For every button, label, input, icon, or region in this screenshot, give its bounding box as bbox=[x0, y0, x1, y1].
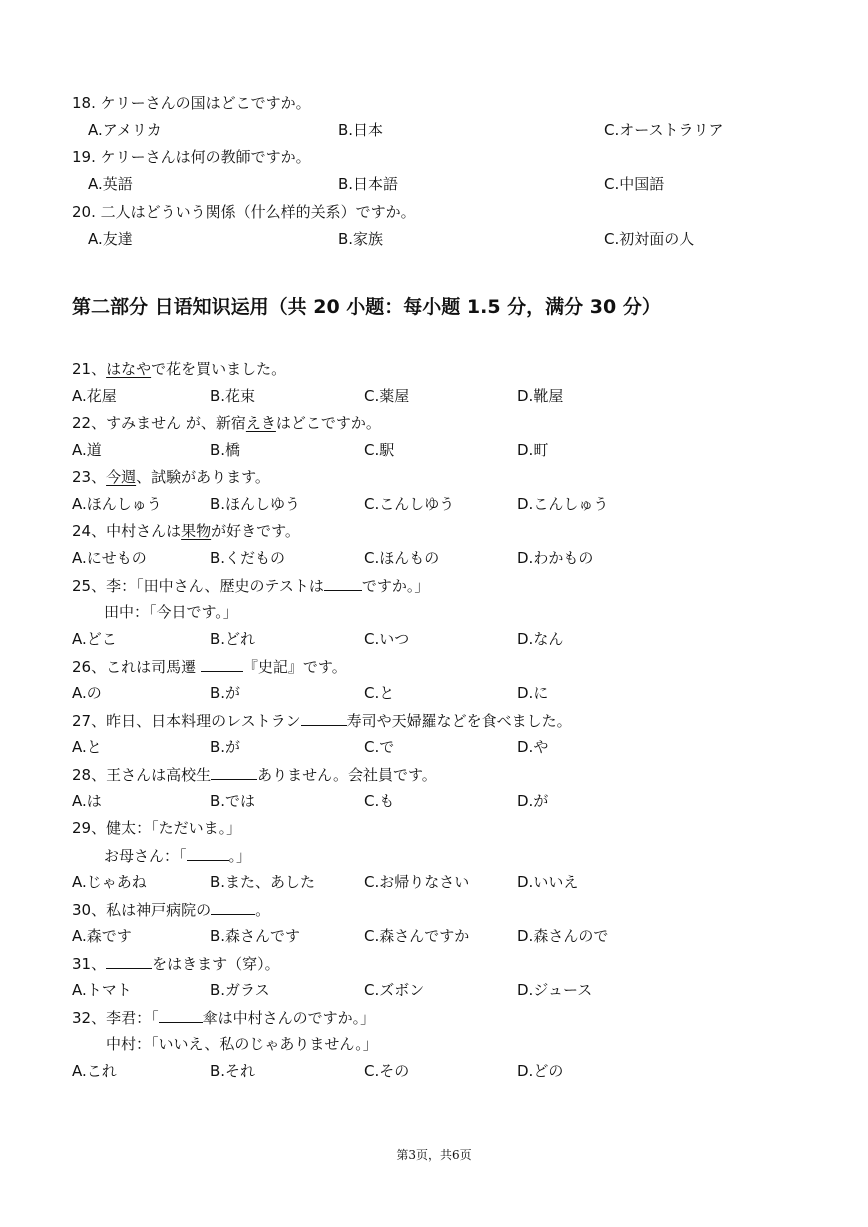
question-number: 32、 bbox=[72, 1009, 107, 1027]
option-a[interactable]: A.英語 bbox=[88, 175, 133, 193]
option-b[interactable]: B.では bbox=[210, 792, 256, 810]
question-text: ケリーさんの国はどこですか。 bbox=[100, 94, 311, 112]
question-text: ケリーさんは何の教師ですか。 bbox=[100, 148, 311, 166]
option-d[interactable]: D.靴屋 bbox=[517, 387, 564, 405]
option-a[interactable]: A.と bbox=[72, 738, 102, 756]
option-c[interactable]: C.お帰りなさい bbox=[364, 873, 470, 891]
option-b[interactable]: B.が bbox=[210, 684, 241, 702]
option-c[interactable]: C.こんしゆう bbox=[364, 495, 455, 513]
option-c[interactable]: C.中国語 bbox=[604, 175, 665, 193]
option-b[interactable]: B.が bbox=[210, 738, 241, 756]
option-c[interactable]: C.で bbox=[364, 738, 395, 756]
option-b[interactable]: B.日本 bbox=[338, 121, 384, 139]
question-text: 、試験があります。 bbox=[136, 468, 270, 486]
question-text: 中村さんは bbox=[106, 522, 182, 540]
question-number: 23、 bbox=[72, 468, 107, 486]
option-c[interactable]: C.オーストラリア bbox=[604, 121, 724, 139]
question-22 bbox=[72, 414, 381, 432]
option-c[interactable]: C.初対面の人 bbox=[604, 230, 695, 248]
question-number: 20. bbox=[72, 203, 96, 221]
question-31 bbox=[72, 954, 280, 973]
question-25 bbox=[72, 576, 429, 595]
question-18 bbox=[72, 94, 311, 112]
answer-blank[interactable] bbox=[301, 711, 347, 726]
question-number: 31、 bbox=[72, 955, 107, 973]
answer-blank[interactable] bbox=[324, 576, 362, 591]
option-d[interactable]: D.に bbox=[517, 684, 549, 702]
question-32 bbox=[72, 1008, 375, 1027]
option-a[interactable]: A.森です bbox=[72, 927, 132, 945]
question-24 bbox=[72, 522, 300, 540]
question-text: ありません。会社員です。 bbox=[257, 766, 437, 784]
question-number: 25、 bbox=[72, 577, 107, 595]
option-a[interactable]: A.友達 bbox=[88, 230, 133, 248]
underlined-word: はなや bbox=[106, 360, 152, 378]
section-heading: 第二部分 日语知识运用（共 20 小题：每小题 1.5 分，满分 30 分） bbox=[72, 296, 661, 318]
question-text: 王さんは高校生 bbox=[106, 766, 212, 784]
option-d[interactable]: D.こんしゅう bbox=[517, 495, 609, 513]
option-c[interactable]: C.ほんもの bbox=[364, 549, 440, 567]
option-a[interactable]: A.道 bbox=[72, 441, 102, 459]
question-text: 昨日、日本料理のレストラン bbox=[106, 712, 301, 730]
question-number: 22、 bbox=[72, 414, 107, 432]
question-23 bbox=[72, 468, 270, 486]
option-b[interactable]: B.また、あした bbox=[210, 873, 316, 891]
question-text: 傘は中村さんのですか。」 bbox=[202, 1009, 376, 1027]
option-a[interactable]: A.にせもの bbox=[72, 549, 147, 567]
question-number: 18. bbox=[72, 94, 96, 112]
question-28 bbox=[72, 765, 437, 784]
page-footer: 第3页，共6页 bbox=[396, 1148, 472, 1162]
option-c[interactable]: C.その bbox=[364, 1062, 410, 1080]
option-b[interactable]: B.花束 bbox=[210, 387, 256, 405]
question-text: これは司馬遷 bbox=[106, 658, 197, 676]
option-b[interactable]: B.日本語 bbox=[338, 175, 399, 193]
dialogue-line: 中村：「いいえ、私のじゃありません。」 bbox=[106, 1035, 378, 1053]
option-c[interactable]: C.駅 bbox=[364, 441, 395, 459]
option-a[interactable]: A.トマト bbox=[72, 981, 132, 999]
option-b[interactable]: B.ガラス bbox=[210, 981, 270, 999]
option-a[interactable]: A.どこ bbox=[72, 630, 117, 648]
option-b[interactable]: B.森さんです bbox=[210, 927, 301, 945]
option-b[interactable]: B.くだもの bbox=[210, 549, 286, 567]
question-text: をはきます（穿）。 bbox=[152, 955, 280, 973]
option-c[interactable]: C.いつ bbox=[364, 630, 410, 648]
question-text: はどこですか。 bbox=[275, 414, 381, 432]
question-number: 30、 bbox=[72, 901, 107, 919]
question-text: 李君：「 bbox=[106, 1009, 159, 1027]
dialogue-line bbox=[104, 846, 251, 865]
question-text: で花を買いました。 bbox=[151, 360, 287, 378]
question-number: 19. bbox=[72, 148, 96, 166]
option-a[interactable]: A.は bbox=[72, 792, 102, 810]
question-text: ですか。」 bbox=[361, 577, 430, 595]
option-a[interactable]: A.これ bbox=[72, 1062, 117, 1080]
option-d[interactable]: D.や bbox=[517, 738, 549, 756]
underlined-word: 果物 bbox=[181, 522, 212, 540]
question-27 bbox=[72, 711, 572, 730]
dialogue-text: お母さん：「 bbox=[104, 847, 187, 865]
option-a[interactable]: A.じゃあね bbox=[72, 873, 147, 891]
option-a[interactable]: A.アメリカ bbox=[88, 121, 162, 139]
question-text: 『史記』です。 bbox=[242, 658, 347, 676]
question-text: 李：「田中さん、歴史のテストは bbox=[106, 577, 324, 595]
option-a[interactable]: A.ほんしゅう bbox=[72, 495, 162, 513]
question-21 bbox=[72, 360, 286, 378]
question-30 bbox=[72, 900, 270, 919]
answer-blank[interactable] bbox=[106, 954, 152, 969]
question-text: 健太：「ただいま。」 bbox=[106, 819, 242, 837]
option-c[interactable]: C.薬屋 bbox=[364, 387, 410, 405]
question-number: 28、 bbox=[72, 766, 107, 784]
question-number: 26、 bbox=[72, 658, 107, 676]
question-number: 29、 bbox=[72, 819, 107, 837]
question-number: 21、 bbox=[72, 360, 107, 378]
option-d[interactable]: D.が bbox=[517, 792, 549, 810]
option-c[interactable]: C.森さんですか bbox=[364, 927, 470, 945]
question-19 bbox=[72, 148, 311, 166]
answer-blank[interactable] bbox=[211, 900, 255, 915]
option-b[interactable]: B.家族 bbox=[338, 230, 384, 248]
option-c[interactable]: C.も bbox=[364, 792, 395, 810]
answer-blank[interactable] bbox=[201, 657, 243, 672]
question-number: 27、 bbox=[72, 712, 107, 730]
option-b[interactable]: B.橋 bbox=[210, 441, 241, 459]
option-c[interactable]: C.ズボン bbox=[364, 981, 425, 999]
option-d[interactable]: D.どの bbox=[517, 1062, 564, 1080]
option-b[interactable]: B.ほんしゆう bbox=[210, 495, 301, 513]
question-29 bbox=[72, 819, 241, 837]
option-b[interactable]: B.どれ bbox=[210, 630, 256, 648]
option-c[interactable]: C.と bbox=[364, 684, 395, 702]
option-a[interactable]: A.花屋 bbox=[72, 387, 117, 405]
question-text: 私は神戸病院の bbox=[106, 901, 212, 919]
dialogue-line: 田中：「今日です。」 bbox=[104, 603, 238, 621]
answer-blank[interactable] bbox=[211, 765, 257, 780]
underlined-word: 今週 bbox=[106, 468, 137, 486]
option-d[interactable]: D.わかもの bbox=[517, 549, 594, 567]
question-text: 。 bbox=[255, 901, 271, 919]
question-number: 24、 bbox=[72, 522, 107, 540]
option-d[interactable]: D.いいえ bbox=[517, 873, 579, 891]
option-a[interactable]: A.の bbox=[72, 684, 102, 702]
question-text: 寿司や天婦羅などを食べました。 bbox=[346, 712, 572, 730]
option-b[interactable]: B.それ bbox=[210, 1062, 256, 1080]
answer-blank[interactable] bbox=[159, 1008, 203, 1023]
question-text: が好きです。 bbox=[211, 522, 300, 540]
underlined-word: えき bbox=[245, 414, 276, 432]
question-20 bbox=[72, 203, 416, 221]
option-d[interactable]: D.ジュース bbox=[517, 981, 593, 999]
dialogue-text: 。」 bbox=[228, 847, 252, 865]
option-d[interactable]: D.町 bbox=[517, 441, 549, 459]
answer-blank[interactable] bbox=[187, 846, 229, 861]
question-text: すみません が、新宿 bbox=[106, 414, 246, 432]
question-26 bbox=[72, 657, 347, 676]
question-text: 二人はどういう関係（什么样的关系）ですか。 bbox=[100, 203, 416, 221]
option-d[interactable]: D.なん bbox=[517, 630, 564, 648]
option-d[interactable]: D.森さんので bbox=[517, 927, 609, 945]
